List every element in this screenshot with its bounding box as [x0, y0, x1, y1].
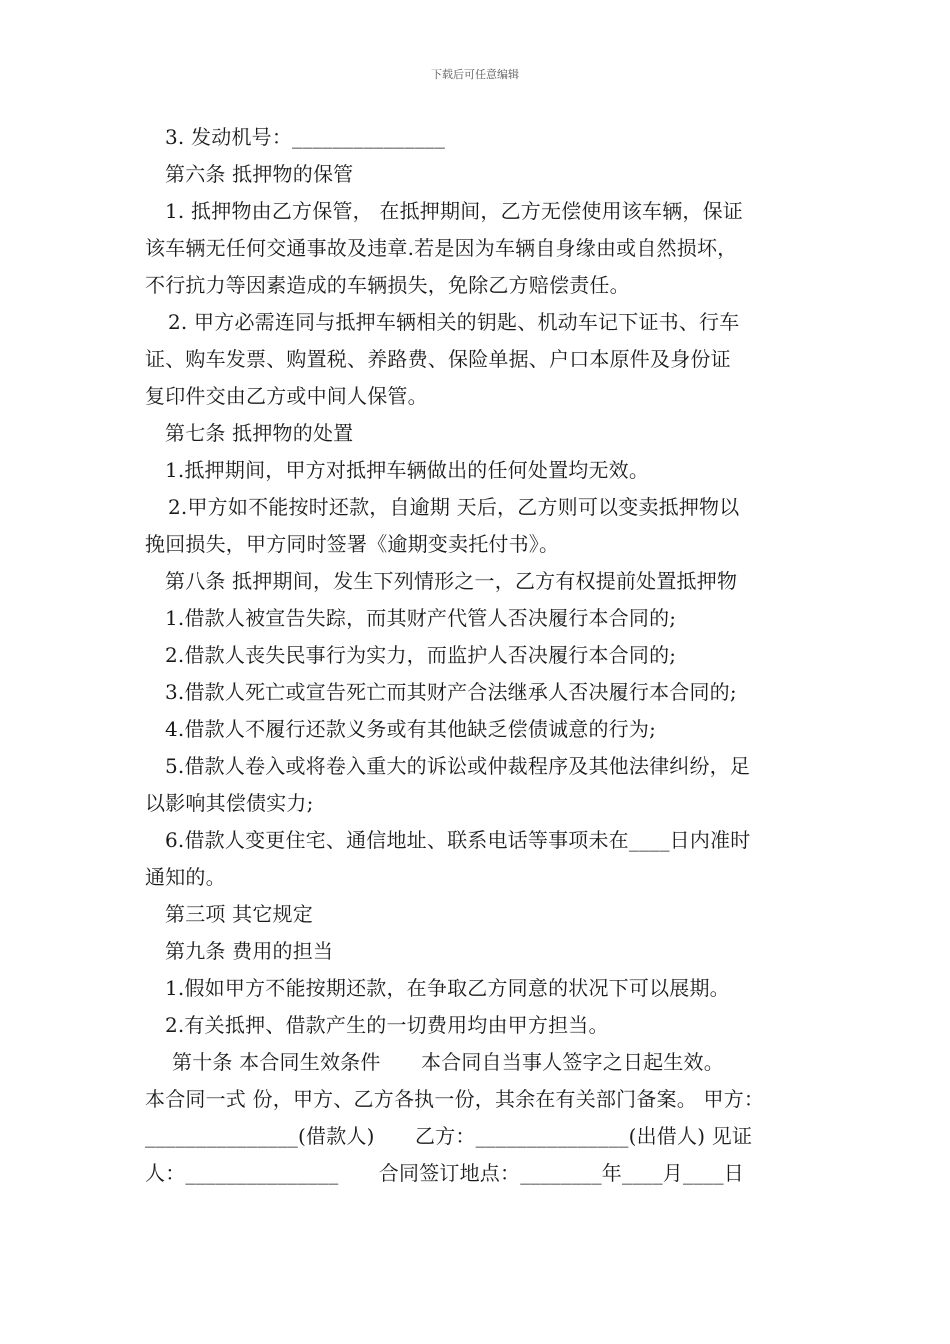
article-6-clause-2: 2. 甲方必需连同与抵押车辆相关的钥匙、机动车记下证书、行车 [168, 310, 740, 334]
article-7-heading: 第七条 抵押物的处置 [165, 421, 354, 445]
article-7-clause-2: 2.甲方如不能按时还款，自逾期 天后，乙方则可以变卖抵押物以 [168, 495, 740, 519]
article-9-clause-1: 1.假如甲方不能按期还款，在争取乙方同意的状况下可以展期。 [165, 976, 730, 1000]
article-8-heading: 第八条 抵押期间，发生下列情形之一，乙方有权提前处置抵押物 [165, 569, 738, 593]
article-6-heading: 第六条 抵押物的保管 [165, 162, 354, 186]
article-9-heading: 第九条 费用的担当 [165, 939, 334, 963]
article-8-clause-4: 4.借款人不履行还款义务或有其他缺乏偿债诚意的行为; [165, 717, 657, 741]
witness-place-date-line: 人：_______________ 合同签订地点：________年____月____日 [145, 1161, 744, 1185]
article-6-clause-1-cont: 不行抗力等因素造成的车辆损失，免除乙方赔偿责任。 [145, 273, 630, 297]
article-6-clause-1-cont: 该车辆无任何交通事故及违章.若是因为车辆自身缘由或自然损坏， [145, 236, 738, 260]
article-8-clause-5: 5.借款人卷入或将卷入重大的诉讼或仲裁程序及其他法律纠纷，足 [165, 754, 751, 778]
article-9-clause-2: 2.有关抵押、借款产生的一切费用均由甲方担当。 [165, 1013, 609, 1037]
signature-line: _______________(借款人) 乙方：_______________(出借人) 见证 [145, 1124, 753, 1148]
article-7-clause-2-cont: 挽回损失，甲方同时签署《逾期变卖托付书》。 [145, 532, 560, 556]
contract-copies-line: 本合同一式 份，甲方、乙方各执一份，其余在有关部门备案。 甲方： [145, 1087, 765, 1111]
article-6-clause-2-cont: 复印件交由乙方或中间人保管。 [145, 384, 428, 408]
article-8-clause-6-cont: 通知的。 [145, 865, 226, 889]
engine-number-line: 3. 发动机号：_______________ [165, 125, 446, 149]
article-6-clause-2-cont: 证、购车发票、购置税、养路费、保险单据、户口本原件及身份证 [145, 347, 731, 371]
article-7-clause-1: 1.抵押期间，甲方对抵押车辆做出的任何处置均无效。 [165, 458, 650, 482]
article-8-clause-3: 3.借款人死亡或宣告死亡而其财产合法继承人否决履行本合同的; [165, 680, 737, 704]
article-8-clause-1: 1.借款人被宣告失踪，而其财产代管人否决履行本合同的; [165, 606, 677, 630]
article-10-heading: 第十条 本合同生效条件 本合同自当事人签字之日起生效。 [172, 1050, 724, 1074]
article-8-clause-5-cont: 以影响其偿债实力; [145, 791, 314, 815]
article-8-clause-2: 2.借款人丧失民事行为实力，而监护人否决履行本合同的; [165, 643, 677, 667]
article-6-clause-1: 1. 抵押物由乙方保管， 在抵押期间，乙方无偿使用该车辆，保证 [165, 199, 743, 223]
page-header: 下载后可任意编辑 [431, 68, 519, 81]
article-8-clause-6: 6.借款人变更住宅、通信地址、联系电话等事项未在____日内准时 [165, 828, 751, 852]
section-3-heading: 第三项 其它规定 [165, 902, 313, 926]
